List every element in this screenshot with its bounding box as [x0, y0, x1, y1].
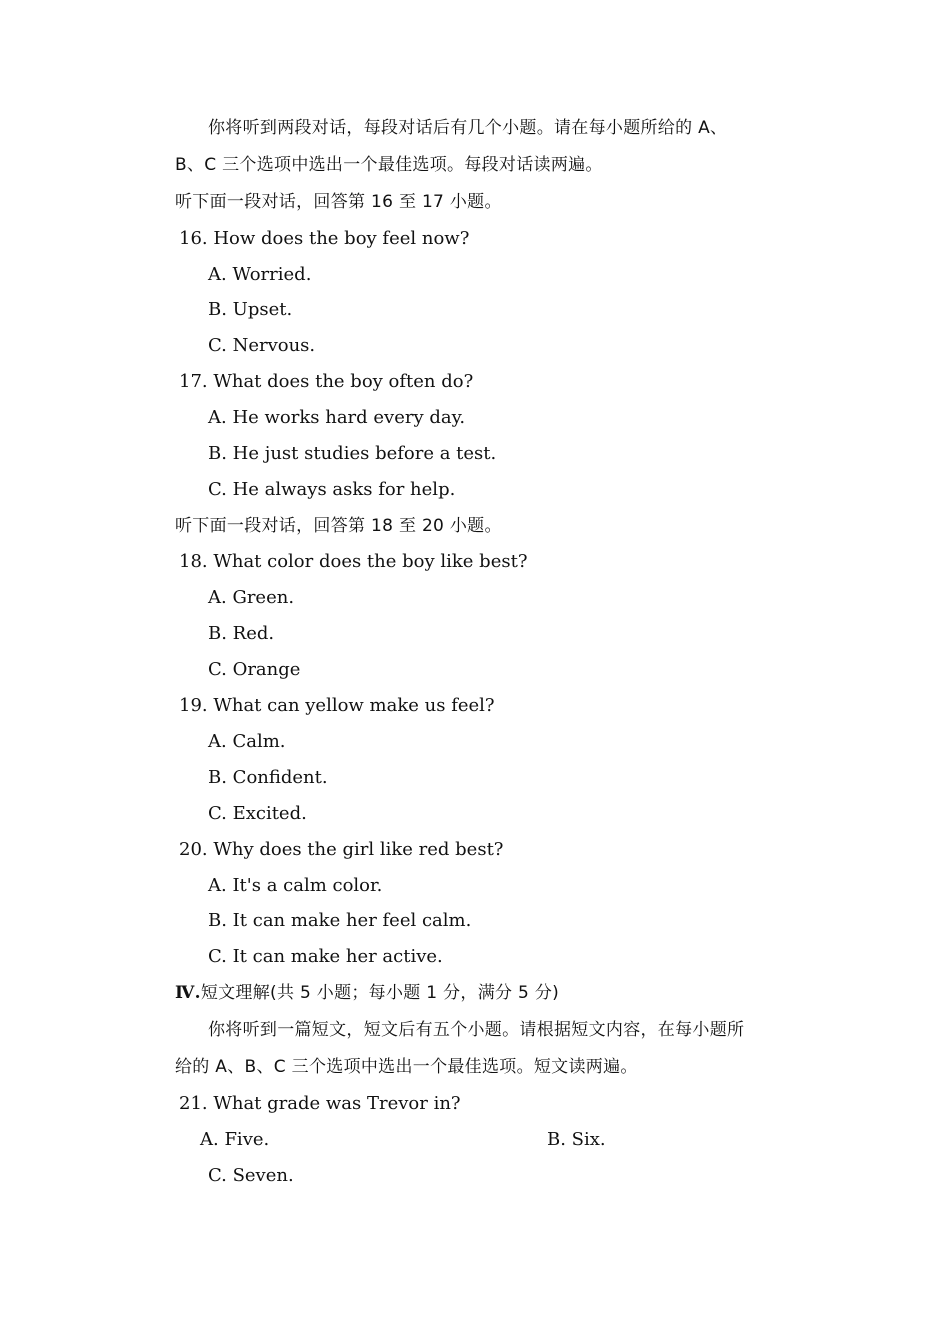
question-16-option-b: B. Upset. — [208, 299, 293, 320]
question-19-option-c: C. Excited. — [208, 803, 307, 824]
section4-instruction-line1: 你将听到一篇短文，短文后有五个小题。请根据短文内容，在每小题所 — [208, 1020, 745, 1040]
section4-instruction-line2: 给的 A、B、C 三个选项中选出一个最佳选项。短文读两遍。 — [175, 1057, 638, 1077]
section4-numeral: Ⅳ. — [175, 983, 201, 1003]
question-17-option-b: B. He just studies before a test. — [208, 443, 497, 464]
section3-instruction-line1: 你将听到两段对话，每段对话后有几个小题。请在每小题所给的 A、 — [208, 118, 728, 138]
question-20-option-b: B. It can make her feel calm. — [208, 910, 472, 931]
question-18-stem: 18. What color does the boy like best? — [179, 551, 528, 572]
question-19-option-b: B. Confident. — [208, 767, 328, 788]
question-21-option-c: C. Seven. — [208, 1165, 294, 1186]
question-16-option-c: C. Nervous. — [208, 335, 316, 356]
question-18-option-a: A. Green. — [208, 587, 295, 608]
question-18-option-b: B. Red. — [208, 623, 275, 644]
question-19-stem: 19. What can yellow make us feel? — [179, 695, 495, 716]
question-20-stem: 20. Why does the girl like red best? — [179, 839, 504, 860]
question-19-option-a: A. Calm. — [208, 731, 286, 752]
question-16-stem: 16. How does the boy feel now? — [179, 228, 470, 249]
dialogue2-intro: 听下面一段对话，回答第 18 至 20 小题。 — [175, 516, 502, 536]
section4-heading: 短文理解(共 5 小题；每小题 1 分，满分 5 分) — [200, 983, 560, 1003]
question-20-option-a: A. It's a calm color. — [208, 875, 383, 896]
question-17-stem: 17. What does the boy often do? — [179, 371, 474, 392]
dialogue1-intro: 听下面一段对话，回答第 16 至 17 小题。 — [175, 192, 502, 212]
question-17-option-c: C. He always asks for help. — [208, 479, 456, 500]
question-21-stem: 21. What grade was Trevor in? — [179, 1093, 461, 1114]
question-17-option-a: A. He works hard every day. — [208, 407, 466, 428]
section4-heading-line — [175, 982, 559, 1004]
question-21-option-b: B. Six. — [547, 1129, 606, 1150]
question-20-option-c: C. It can make her active. — [208, 946, 443, 967]
question-16-option-a: A. Worried. — [208, 264, 312, 285]
section3-instruction-line2: B、C 三个选项中选出一个最佳选项。每段对话读两遍。 — [175, 155, 603, 175]
question-18-option-c: C. Orange — [208, 659, 301, 680]
question-21-option-a: A. Five. — [200, 1129, 270, 1150]
